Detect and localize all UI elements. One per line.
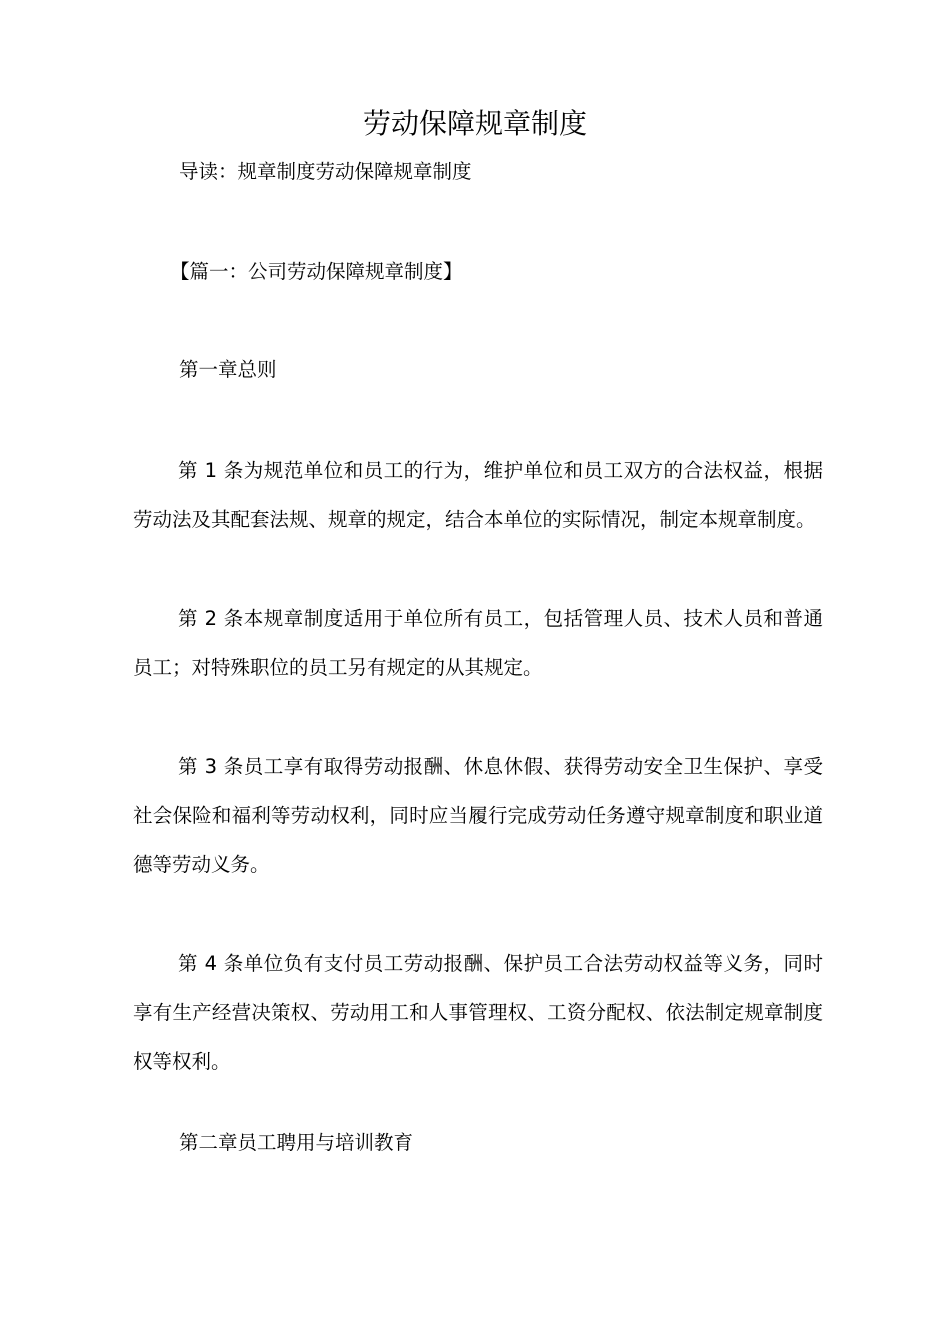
intro-text: 导读：规章制度劳动保障规章制度 xyxy=(179,160,472,183)
chapter-heading: 第二章员工聘用与培训教育 xyxy=(179,1131,414,1154)
section-heading: 【篇一：公司劳动保障规章制度】 xyxy=(170,260,463,283)
document-title: 劳动保障规章制度 xyxy=(362,107,587,140)
article-paragraph: 第 3 条员工享有取得劳动报酬、休息休假、获得劳动安全卫生保护、享受社会保险和福利等劳动权利，同时应当履行完成劳动任务遵守规章制度和职业道德等劳动义务。 xyxy=(133,755,823,876)
article-paragraph: 第 4 条单位负有支付员工劳动报酬、保护员工合法劳动权益等义务，同时享有生产经营决策权、劳动用工和人事管理权、工资分配权、依法制定规章制度权等权利。 xyxy=(133,952,823,1073)
chapter-heading: 第一章总则 xyxy=(179,358,277,381)
article-paragraph: 第 1 条为规范单位和员工的行为，维护单位和员工双方的合法权益，根据劳动法及其配套法规、规章的规定，结合本单位的实际情况，制定本规章制度。 xyxy=(133,459,823,531)
article-paragraph: 第 2 条本规章制度适用于单位所有员工，包括管理人员、技术人员和普通员工；对特殊职位的员工另有规定的从其规定。 xyxy=(133,607,823,679)
